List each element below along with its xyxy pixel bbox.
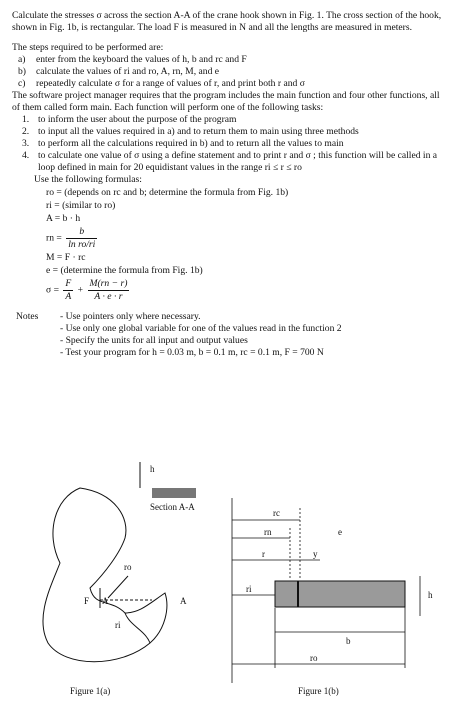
list-item: - Use only one global variable for one of the values read in the function 2 — [60, 322, 342, 334]
r-label: r — [262, 549, 265, 559]
e-label: e — [338, 527, 342, 537]
rc-label: rc — [273, 508, 280, 518]
caption-b: Figure 1(b) — [298, 686, 339, 696]
list-item: - Test your program for h = 0.03 m, b = 0.1 m, rc = 0.1 m, F = 700 N — [60, 346, 324, 358]
hook-drawing — [43, 462, 167, 662]
list-item: - Use pointers only where necessary. — [60, 310, 201, 322]
rn-label: rn — [264, 527, 272, 537]
ri-b-label: ri — [246, 584, 252, 594]
list-item: - Specify the units for all input and output values — [60, 334, 248, 346]
software-paragraph: The software project manager requires that the program includes the main function and four other functions, all of them called form main. Each function will perform one of the following tasks: — [12, 89, 440, 113]
b-label: b — [346, 636, 351, 646]
y-label: y — [313, 549, 318, 559]
formulas-title: Use the following formulas: — [34, 173, 142, 185]
list-item: 2. to input all the values required in a) and to return them to main using three methods — [22, 125, 359, 137]
list-item: 1. to inform the user about the purpose of the program — [22, 113, 237, 125]
caption-a: Figure 1(a) — [70, 686, 111, 696]
a-left-label: A — [102, 596, 109, 606]
notes-label: Notes — [16, 310, 39, 322]
notes-list — [60, 311, 342, 359]
steps-title: The steps required to be performed are: — [12, 41, 164, 53]
intro-paragraph: Calculate the stresses σ across the section A-A of the crane hook shown in Fig. 1. The cross section of the hook, shown in Fig. 1b, is rectangular. The load F is measured in N and all the lengths are measured in meters. — [12, 10, 442, 33]
fraction: $\frac{F}{A}$ — [65, 277, 72, 302]
formula-ro: ro = (depends on rc and b; determine the formula from Fig. 1b) — [46, 186, 289, 198]
list-item: 4. to calculate one value of σ using a define statement and to print r and σ ; this function will be called in a loop defined in main for 20 equidistant values in the range ri ≤ r ≤ ro — [22, 149, 438, 173]
ro-b-label: ro — [310, 653, 318, 663]
h-label: h — [150, 464, 155, 474]
document-page — [12, 10, 448, 359]
f-label: F — [84, 596, 90, 606]
section-rect — [152, 488, 196, 498]
radius-line — [108, 576, 128, 598]
list-item: c) repeatedly calculate σ for a range of values of r, and print both r and σ — [18, 77, 305, 89]
formula-moment: M = F · rc — [46, 251, 86, 263]
section-shape — [275, 581, 405, 607]
section-label: Section A-A — [150, 502, 195, 512]
crane-hook-figure — [0, 458, 455, 700]
list-item: a) enter from the keyboard the values of h, b and rc and F — [18, 53, 247, 65]
formula-block — [12, 187, 448, 303]
list-item: 3. to perform all the calculations required in b) and to return all the values to main — [22, 137, 344, 149]
h-b-label: h — [428, 590, 433, 600]
hook-outline — [43, 488, 167, 662]
ro-label: ro — [124, 562, 132, 572]
formula-sigma: σ = $\frac{F}{A}$ + $\frac{M(rn - r)}{A \cdot e \cdot r}$ — [46, 277, 128, 302]
a-right-label: A — [180, 596, 187, 606]
hook-inner — [125, 613, 150, 643]
formula-rn: rn = $\frac{b}{\text{ln ro/ri}}$ — [46, 225, 96, 250]
fraction: $\frac{M(rn - r)}{A \cdot e \cdot r}$ — [89, 277, 128, 302]
fraction: $\frac{b}{\text{ln ro/ri}}$ — [68, 225, 96, 250]
notes-section — [12, 311, 448, 359]
list-item: b) calculate the values of ri and ro, A, rn, M, and e — [18, 65, 220, 77]
ri-label: ri — [115, 620, 121, 630]
formula-ri: ri = (similar to ro) — [46, 199, 116, 211]
formula-area: A = b · h — [46, 212, 81, 224]
formula-e: e = (determine the formula from Fig. 1b) — [46, 264, 203, 276]
tasks-list — [12, 114, 448, 174]
figure-area — [0, 458, 455, 700]
steps-list — [12, 54, 448, 90]
